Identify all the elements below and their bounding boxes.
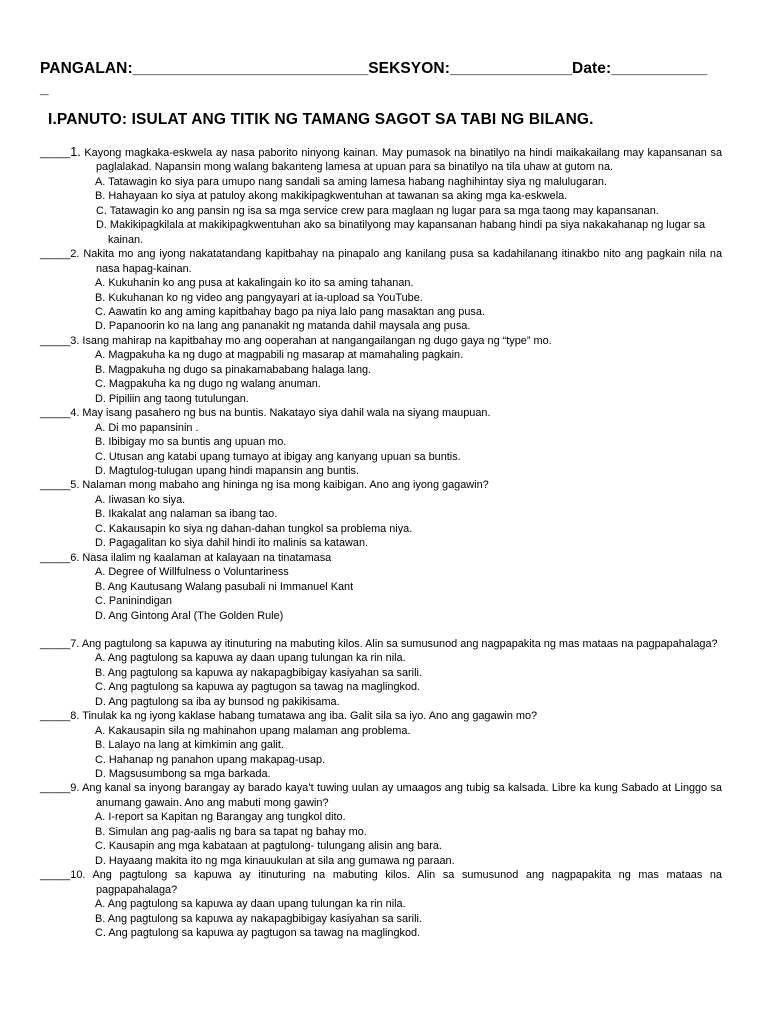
choice-item: C. Utusan ang katabi upang tumayo at ibigay ang kanyang upuan sa buntis. bbox=[95, 450, 461, 463]
choice-item: D. Magtulog-tulugan upang hindi mapansin ang buntis. bbox=[95, 464, 359, 477]
choice-item: A. Di mo papansinin . bbox=[95, 421, 199, 434]
choice-list bbox=[40, 810, 722, 868]
question-prompt: Ang pagtulong sa kapuwa ay itinuturing na mabuting kilos. Alin sa sumusunod ang nagpapakita ng mas mataas na pagpapahalaga? bbox=[81, 637, 718, 650]
question-item bbox=[40, 637, 722, 709]
question-number: 5. bbox=[70, 479, 80, 492]
choice-item: A. I-report sa Kapitan ng Barangay ang tungkol dito. bbox=[95, 811, 346, 824]
question-prompt: Isang mahirap na kapitbahay mo ang ooperahan at nangangailangan ng dugo gaya ng “type” mo. bbox=[82, 334, 552, 347]
choice-item: B. Kukuhanan ko ng video ang pangyayari at ia-upload sa YouTube. bbox=[95, 291, 423, 304]
choice-item: B. Hahayaan ko siya at patuloy akong makikipagkwentuhan at tawanan sa aking mga ka-eskwela. bbox=[95, 190, 568, 203]
choice-item: A. Iiwasan ko siya. bbox=[95, 493, 186, 506]
question-item bbox=[40, 781, 722, 868]
choice-item: C. Ang pagtulong sa kapuwa ay pagtugon sa tawag na maglingkod. bbox=[95, 927, 421, 940]
choice-item: D. Papanoorin ko na lang ang pananakit ng matanda dahil maysala ang pusa. bbox=[95, 320, 471, 333]
choice-item: B. Ikakalat ang nalaman sa ibang tao. bbox=[95, 508, 278, 521]
question-item bbox=[40, 478, 722, 550]
choice-item: D. Magsusumbong sa mga barkada. bbox=[95, 768, 271, 781]
choice-item: D. Makikipagkilala at makikipagkwentuhan ako sa binatilyong may kapansanan habang hindi pa siya nakakahanap ng lugar sa kainan. bbox=[96, 219, 706, 246]
question-text bbox=[40, 709, 722, 723]
question-list bbox=[40, 145, 722, 940]
question-text bbox=[40, 637, 722, 651]
question-item bbox=[40, 334, 722, 406]
question-item bbox=[40, 145, 722, 247]
answer-blank[interactable]: _____ bbox=[40, 479, 71, 492]
choice-item: A. Ang pagtulong sa kapuwa ay daan upang tulungan ka rin nila. bbox=[95, 898, 406, 911]
question-item bbox=[40, 247, 722, 334]
question-prompt: May isang pasahero ng bus na buntis. Nakatayo siya dahil wala na siyang maupuan. bbox=[82, 407, 491, 420]
choice-item: A. Kukuhanin ko ang pusa at kakalingain ko ito sa aming tahanan. bbox=[95, 277, 414, 290]
question-prompt: Nasa ilalim ng kaalaman at kalayaan na tinatamasa bbox=[82, 551, 332, 564]
question-text bbox=[40, 781, 722, 810]
choice-list bbox=[40, 421, 722, 479]
question-text bbox=[40, 145, 722, 175]
question-number: 6. bbox=[70, 551, 80, 564]
choice-item: C. Aawatin ko ang aming kapitbahay bago pa niya lalo pang masaktan ang pusa. bbox=[95, 305, 485, 318]
choice-item: C. Ang pagtulong sa kapuwa ay pagtugon sa tawag na maglingkod. bbox=[95, 681, 421, 694]
choice-item: C. Kakausapin ko siya ng dahan-dahan tungkol sa problema niya. bbox=[95, 522, 413, 535]
question-number: 9. bbox=[70, 782, 80, 795]
answer-blank[interactable]: _____ bbox=[40, 782, 71, 795]
question-number: 4. bbox=[70, 407, 80, 420]
choice-item: B. Lalayo na lang at kimkimin ang galit. bbox=[95, 739, 284, 752]
header-fields: PANGALAN:___________________________SEKSYON:______________Date:___________ bbox=[40, 60, 708, 77]
question-item bbox=[40, 551, 722, 623]
choice-list bbox=[40, 276, 722, 334]
answer-blank[interactable]: _____ bbox=[40, 869, 71, 882]
choice-item: C. Hahanap ng panahon upang makapag-usap. bbox=[95, 753, 326, 766]
answer-blank[interactable]: _____ bbox=[40, 248, 71, 261]
choice-list bbox=[40, 565, 722, 623]
question-text bbox=[40, 247, 722, 276]
answer-blank[interactable]: _____ bbox=[40, 147, 71, 159]
choice-item: A. Magpakuha ka ng dugo at magpabili ng masarap at mamahaling pagkain. bbox=[95, 349, 464, 362]
choice-list bbox=[40, 651, 722, 709]
choice-item: C. Magpakuha ka ng dugo ng walang anuman. bbox=[95, 378, 321, 391]
question-number: 10. bbox=[70, 869, 86, 882]
header-continuation: _ bbox=[40, 80, 49, 97]
choice-item: A. Ang pagtulong sa kapuwa ay daan upang tulungan ka rin nila. bbox=[95, 652, 406, 665]
spacer bbox=[40, 623, 722, 637]
choice-item: D. Pagagalitan ko siya dahil hindi ito malinis sa katawan. bbox=[95, 537, 369, 550]
choice-list bbox=[40, 897, 722, 940]
answer-blank[interactable]: _____ bbox=[40, 407, 71, 420]
choice-item: A. Tatawagin ko siya para umupo nang sandali sa aming lamesa habang naghihintay siya ng malulugaran. bbox=[95, 175, 607, 188]
choice-item: D. Pipiliin ang taong tutulungan. bbox=[95, 392, 249, 405]
question-prompt: Kayong magkaka-eskwela ay nasa paborito ninyong kainan. May pumasok na binatilyo na hindi maikakailang may kapansanan sa paglalakad. Napansin mong walang bakanteng lamesa at upuan para sa binatilyo na tila uhaw at gutom na. bbox=[84, 147, 722, 174]
choice-list bbox=[40, 348, 722, 406]
choice-item: A. Degree of Willfulness o Voluntariness bbox=[95, 566, 289, 579]
question-text bbox=[40, 334, 722, 348]
question-text bbox=[40, 478, 722, 492]
question-item bbox=[40, 406, 722, 478]
question-item bbox=[40, 709, 722, 781]
choice-list bbox=[40, 724, 722, 782]
question-prompt: Ang kanal sa inyong barangay ay barado kaya’t tuwing uulan ay umaagos ang tubig sa kalsada. Libre ka kung Sabado at Linggo sa anumang gawain. Ano ang mabuti mong gawin? bbox=[82, 782, 722, 809]
answer-blank[interactable]: _____ bbox=[40, 710, 71, 723]
question-text bbox=[40, 551, 722, 565]
choice-item: B. Ibibigay mo sa buntis ang upuan mo. bbox=[95, 436, 287, 449]
instructions-heading: I.PANUTO: ISULAT ANG TITIK NG TAMANG SAGOT SA TABI NG BILANG. bbox=[48, 111, 594, 128]
choice-item: B. Simulan ang pag-aalis ng bara sa tapat ng bahay mo. bbox=[95, 825, 367, 838]
choice-item: A. Kakausapin sila ng mahinahon upang malaman ang problema. bbox=[95, 724, 411, 737]
choice-item: C. Paninindigan bbox=[95, 595, 172, 608]
question-number: 7. bbox=[70, 637, 80, 650]
choice-item: B. Ang pagtulong sa kapuwa ay nakapagbibigay kasiyahan sa sarili. bbox=[95, 666, 422, 679]
answer-blank[interactable]: _____ bbox=[40, 551, 71, 564]
choice-item: D. Ang Gintong Aral (The Golden Rule) bbox=[95, 609, 284, 622]
choice-item: D. Hayaang makita ito ng mga kinauukulan at sila ang gumawa ng paraan. bbox=[95, 854, 455, 867]
question-prompt: Nakita mo ang iyong nakatatandang kapitbahay na pinapalo ang kanilang pusa sa kadahilanang itinakbo nito ang pagkain nila na nasa hapag-kainan. bbox=[83, 248, 723, 275]
choice-item: C. Tatawagin ko ang pansin ng isa sa mga service crew para maglaan ng lugar para sa mga taong may kapansanan. bbox=[96, 204, 659, 217]
question-text bbox=[40, 406, 722, 420]
choice-list bbox=[40, 175, 722, 247]
question-number: 1. bbox=[70, 145, 81, 159]
question-prompt: Ang pagtulong sa kapuwa ay itinuturing na mabuting kilos. Alin sa sumusunod ang nagpapakita ng mas mataas na pagpapahalaga? bbox=[92, 869, 722, 896]
question-text bbox=[40, 868, 722, 897]
choice-item: B. Magpakuha ng dugo sa pinakamababang halaga lang. bbox=[95, 363, 372, 376]
question-item bbox=[40, 868, 722, 940]
answer-blank[interactable]: _____ bbox=[40, 637, 71, 650]
question-number: 2. bbox=[70, 248, 80, 261]
question-prompt: Tinulak ka ng iyong kaklase habang tumatawa ang iba. Galit sila sa iyo. Ano ang gagawin mo? bbox=[82, 710, 538, 723]
choice-list bbox=[40, 493, 722, 551]
choice-item: D. Ang pagtulong sa iba ay bunsod ng pakikisama. bbox=[95, 695, 340, 708]
choice-item: B. Ang Kautusang Walang pasubali ni Immanuel Kant bbox=[95, 580, 354, 593]
choice-item: B. Ang pagtulong sa kapuwa ay nakapagbibigay kasiyahan sa sarili. bbox=[95, 912, 422, 925]
answer-blank[interactable]: _____ bbox=[40, 334, 71, 347]
question-prompt: Nalaman mong mabaho ang hininga ng isa mong kaibigan. Ano ang iyong gagawin? bbox=[82, 479, 489, 492]
question-number: 8. bbox=[70, 710, 80, 723]
question-number: 3. bbox=[70, 334, 80, 347]
choice-item: C. Kausapin ang mga kabataan at pagtulong- tulungang alisin ang bara. bbox=[95, 840, 442, 853]
